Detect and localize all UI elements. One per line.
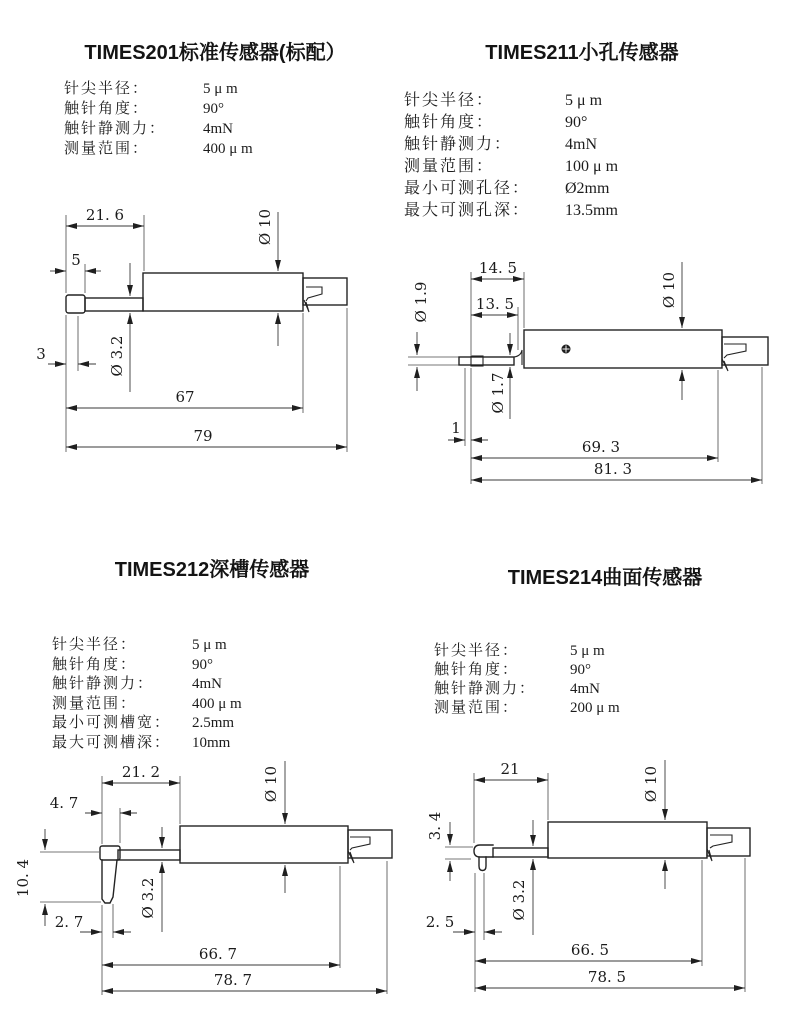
spec-value: 10mm xyxy=(192,734,231,751)
dim-label: 1 xyxy=(451,419,461,437)
dim-label: 10. 4 xyxy=(14,858,32,898)
dim-label: Ø 10 xyxy=(660,271,678,309)
spec-label: 测量范围： xyxy=(64,141,150,157)
connector xyxy=(303,278,347,305)
dim-label: 4. 7 xyxy=(49,794,79,812)
dimension-labels xyxy=(14,763,280,989)
dim-label: Ø 10 xyxy=(642,765,660,803)
latch-flap xyxy=(304,300,309,312)
spec-value: 2.5mm xyxy=(192,715,235,731)
spec-label: 触针角度： xyxy=(52,656,138,673)
dimension-lines xyxy=(48,212,347,447)
stylus-rod xyxy=(459,357,514,365)
spec-value: 400 μ m xyxy=(203,141,253,157)
dim-label: 79 xyxy=(193,427,213,445)
stylus-rod xyxy=(493,848,548,857)
spec-value: 90° xyxy=(565,114,588,131)
dim-label: 66. 5 xyxy=(570,941,610,959)
extension-lines xyxy=(66,215,347,452)
spec-value: 4mN xyxy=(203,121,233,137)
spec-label: 测量范围： xyxy=(434,700,520,716)
stylus-rod xyxy=(118,850,180,860)
sensor-body xyxy=(180,826,348,863)
dim-label: 67 xyxy=(175,388,195,406)
spec-value: Ø2mm xyxy=(565,180,610,197)
rod-collar xyxy=(514,350,522,365)
spec-label: 针尖半径： xyxy=(64,81,150,97)
dimension-labels xyxy=(426,760,660,986)
spec-value: 5 μ m xyxy=(192,637,227,653)
sensor-title-times211: TIMES211小孔传感器 xyxy=(485,42,679,64)
sensor-title-times201: TIMES201标准传感器(标配） xyxy=(84,42,346,64)
dim-label: Ø 3.2 xyxy=(510,879,528,921)
latch-flap xyxy=(707,849,712,861)
latch-detail xyxy=(724,344,746,358)
sensor-title-times212: TIMES212深槽传感器 xyxy=(114,559,310,581)
spec-label: 测量范围： xyxy=(52,695,138,712)
dim-label: 69. 3 xyxy=(581,438,621,456)
spec-label: 触针静测力： xyxy=(64,121,167,137)
spec-label: 触针角度： xyxy=(64,101,150,117)
dim-label: 21. 6 xyxy=(85,206,125,224)
dim-label: 2. 7 xyxy=(54,913,84,931)
spec-value: 100 μ m xyxy=(565,158,619,175)
spec-table-times201 xyxy=(64,79,253,159)
spec-label: 最大可测孔深： xyxy=(404,202,531,219)
spec-value: 5 μ m xyxy=(203,81,238,97)
spec-value: 200 μ m xyxy=(570,700,620,716)
sensor-body xyxy=(524,330,722,368)
spec-label: 测量范围： xyxy=(404,158,495,175)
dim-label: Ø 3.2 xyxy=(139,877,157,919)
dim-label: Ø 1.7 xyxy=(489,372,507,414)
connector xyxy=(707,828,750,856)
part-outline xyxy=(459,330,768,371)
dim-label: 66. 7 xyxy=(198,945,238,963)
spec-value: 4mN xyxy=(192,676,222,692)
sensor-body xyxy=(548,822,707,858)
dimension-labels xyxy=(36,206,274,445)
dim-label: 3. 4 xyxy=(426,811,444,841)
dim-label: 21. 2 xyxy=(121,763,161,781)
spec-value: 90° xyxy=(192,656,213,673)
stylus-cap xyxy=(474,845,493,857)
spec-label: 触针静测力： xyxy=(52,676,155,692)
spec-label: 触针角度： xyxy=(434,662,520,678)
spec-label: 触针静测力： xyxy=(404,136,513,153)
part-outline xyxy=(474,822,750,871)
spec-label: 触针静测力： xyxy=(434,681,537,697)
dim-label: 78. 7 xyxy=(213,971,253,989)
times214-drawing xyxy=(410,755,800,1000)
spec-value: 90° xyxy=(203,101,224,117)
spec-table-times211 xyxy=(404,90,618,222)
spec-table-times212 xyxy=(52,636,242,753)
stylus-cap xyxy=(100,846,120,860)
dim-label: Ø 1.9 xyxy=(412,281,430,323)
stylus-tip xyxy=(66,295,85,313)
spec-value: 90° xyxy=(570,662,591,678)
latch-detail xyxy=(710,835,732,848)
dim-label: 2. 5 xyxy=(425,913,455,931)
dim-label: 81. 3 xyxy=(593,460,633,478)
spec-value: 5 μ m xyxy=(565,92,603,109)
dim-label: 14. 5 xyxy=(478,259,518,277)
spec-value: 13.5mm xyxy=(565,202,618,219)
times201-drawing xyxy=(30,200,380,465)
spec-label: 针尖半径： xyxy=(52,637,138,653)
dim-label: Ø 10 xyxy=(256,208,274,246)
dim-label: 78. 5 xyxy=(587,968,627,986)
times212-drawing xyxy=(10,755,400,1000)
stylus-rod xyxy=(85,298,143,311)
dim-label: 21 xyxy=(500,760,520,778)
spec-value: 400 μ m xyxy=(192,695,242,712)
stylus-pin xyxy=(479,857,486,871)
spec-value: 5 μ m xyxy=(570,643,605,659)
part-outline xyxy=(66,273,347,313)
spec-label: 针尖半径： xyxy=(404,92,495,109)
latch-detail xyxy=(306,287,322,301)
dim-label: 13. 5 xyxy=(475,295,515,313)
sensor-title-times214: TIMES214曲面传感器 xyxy=(507,567,703,589)
dim-label: Ø 10 xyxy=(262,765,280,803)
spec-value: 4mN xyxy=(565,136,597,153)
dim-label: Ø 3.2 xyxy=(108,335,126,377)
spec-label: 最小可测槽宽： xyxy=(52,715,172,731)
dim-label: 5 xyxy=(71,251,81,269)
times211-drawing xyxy=(400,240,790,500)
dim-label: 3 xyxy=(36,345,46,363)
spec-label: 最小可测孔径： xyxy=(404,180,531,197)
latch-detail xyxy=(350,837,370,850)
extension-lines xyxy=(445,773,745,992)
spec-value: 4mN xyxy=(570,681,600,697)
spec-label: 触针角度： xyxy=(404,114,495,131)
sensor-body xyxy=(143,273,303,311)
spec-table-times214 xyxy=(434,642,620,718)
spec-label: 最大可测槽深： xyxy=(52,734,172,751)
latch-flap xyxy=(348,851,354,863)
blade-tip xyxy=(102,860,117,903)
spec-label: 针尖半径： xyxy=(434,643,520,659)
